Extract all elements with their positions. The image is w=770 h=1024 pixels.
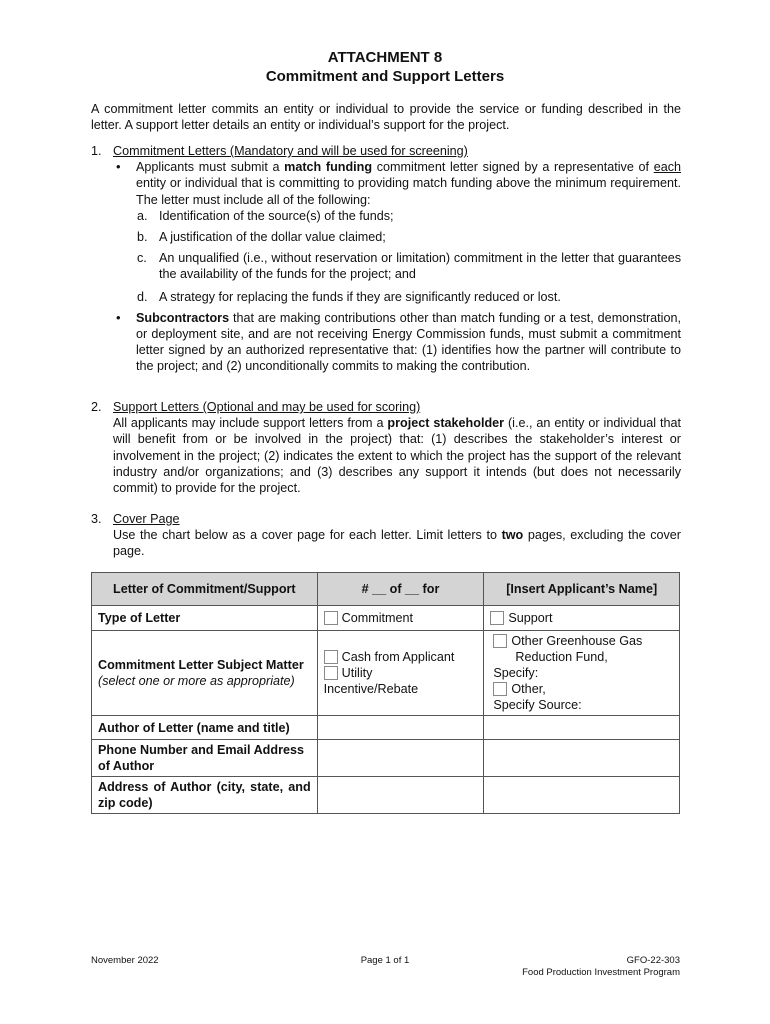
address-input-1[interactable] (317, 777, 484, 814)
footer-date: November 2022 (91, 955, 159, 966)
phone-email-label: Phone Number and Email Address of Author (92, 740, 318, 777)
attachment-number: ATTACHMENT 8 (327, 49, 443, 66)
phone-input-1[interactable] (317, 740, 484, 777)
footer-program (440, 955, 680, 979)
list-item: b. A justification of the dollar value claimed; (137, 230, 386, 245)
phone-input-2[interactable] (484, 740, 680, 777)
section-number: 2. (91, 400, 102, 414)
footer-code: GFO-22-303 (626, 955, 680, 966)
section-number: 1. (91, 144, 102, 158)
table-header-cell: Letter of Commitment/Support (92, 573, 318, 606)
table-row (92, 716, 680, 740)
section-heading: Support Letters (Optional and may be used for scoring) (113, 400, 421, 414)
table-header-cell: # __ of __ for (317, 573, 484, 606)
subject-options-right: Other Greenhouse Gas Reduction Fund, Specify: Other, Specify Source: (484, 631, 680, 716)
bullet-subcontractors: • Subcontractors that are making contributions other than match funding or a test, demonstration, or deployment site, and are not receiving Energy Commission funds, must submit a commitment letter signed by an authorized representative that: (1) identifies how the partner will contribute to the project; and (2) unconditionally commits to making the contribution. (116, 309, 681, 374)
specify-label: Specify: (493, 666, 539, 680)
intro-paragraph: A commitment letter commits an entity or individual to provide the service or funding described in the letter. A support letter details an entity or individual’s support for the project. (91, 102, 681, 133)
table-header-cell: [Insert Applicant’s Name] (484, 573, 680, 606)
subject-matter-label: Commitment Letter Subject Matter (select one or more as appropriate) (92, 631, 318, 716)
ggrf-option[interactable]: Other Greenhouse Gas (493, 633, 673, 649)
section-number: 3. (91, 512, 102, 526)
list-item: d. A strategy for replacing the funds if they are significantly reduced or lost. (137, 289, 561, 304)
support-checkbox[interactable] (490, 611, 504, 625)
table-row (92, 606, 680, 631)
bullet-match-funding: • Applicants must submit a match funding commitment letter signed by a representative of each entity or individual that is committing to providing match funding above the minimum requirement. The letter must include all of the following: (116, 159, 681, 207)
address-input-2[interactable] (484, 777, 680, 814)
section-text: All applicants may include support letters from a project stakeholder (i.e., an entity or individual that will benefit from or be involved in the project) that: (1) describes the stakeholder’s interest or involvement in the project; (2) indicates the extent to which the project has the support of the relevant industry and/or organizations; and (3) describes any support it intends (but does not necessarily commit) to provide for the project. (113, 416, 681, 496)
section-heading: Cover Page (113, 512, 180, 526)
list-item: c. An unqualified (i.e., without reservation or limitation) commitment in the letter that guarantees the availability of the funds for the project; and (137, 251, 681, 282)
footer-page-number: Page 1 of 1 (360, 955, 410, 966)
bullet-icon: • (116, 159, 121, 175)
address-label: Address of Author (city, state, and zip code) (92, 777, 318, 814)
commitment-checkbox[interactable] (324, 611, 338, 625)
bullet-icon: • (116, 309, 121, 325)
subject-options-left (317, 631, 484, 716)
page-title (0, 48, 770, 86)
section-commitment-letters (91, 143, 681, 375)
section-support-letters (91, 399, 681, 496)
footer-program-name: Food Production Investment Program (522, 967, 680, 978)
table-row (92, 740, 680, 777)
ggrf-checkbox[interactable] (493, 634, 507, 648)
list-item: a. Identification of the source(s) of the funds; (137, 208, 394, 223)
cash-option[interactable]: Cash from Applicant (324, 649, 478, 665)
author-input-1[interactable] (317, 716, 484, 740)
utility-option[interactable]: Utility (324, 665, 478, 681)
type-of-letter-label: Type of Letter (92, 606, 318, 631)
other-checkbox[interactable] (493, 682, 507, 696)
section-heading: Commitment Letters (Mandatory and will be used for screening) (113, 144, 468, 158)
commitment-option[interactable]: Commitment (317, 606, 484, 631)
section-text: Use the chart below as a cover page for each letter. Limit letters to two pages, excluding the cover page. (113, 528, 681, 559)
table-row (92, 631, 680, 716)
incentive-label: Incentive/Rebate (323, 682, 419, 696)
utility-checkbox[interactable] (324, 666, 338, 680)
table-row (92, 777, 680, 814)
specify-source-label: Specify Source: (493, 698, 582, 712)
author-label: Author of Letter (name and title) (92, 716, 318, 740)
table-header-row (92, 573, 680, 606)
support-option[interactable]: Support (484, 606, 680, 631)
cover-page-table (91, 572, 680, 814)
cash-checkbox[interactable] (324, 650, 338, 664)
author-input-2[interactable] (484, 716, 680, 740)
attachment-title: Commitment and Support Letters (265, 68, 505, 85)
section-cover-page (91, 511, 681, 560)
other-option[interactable]: Other, (493, 681, 673, 697)
